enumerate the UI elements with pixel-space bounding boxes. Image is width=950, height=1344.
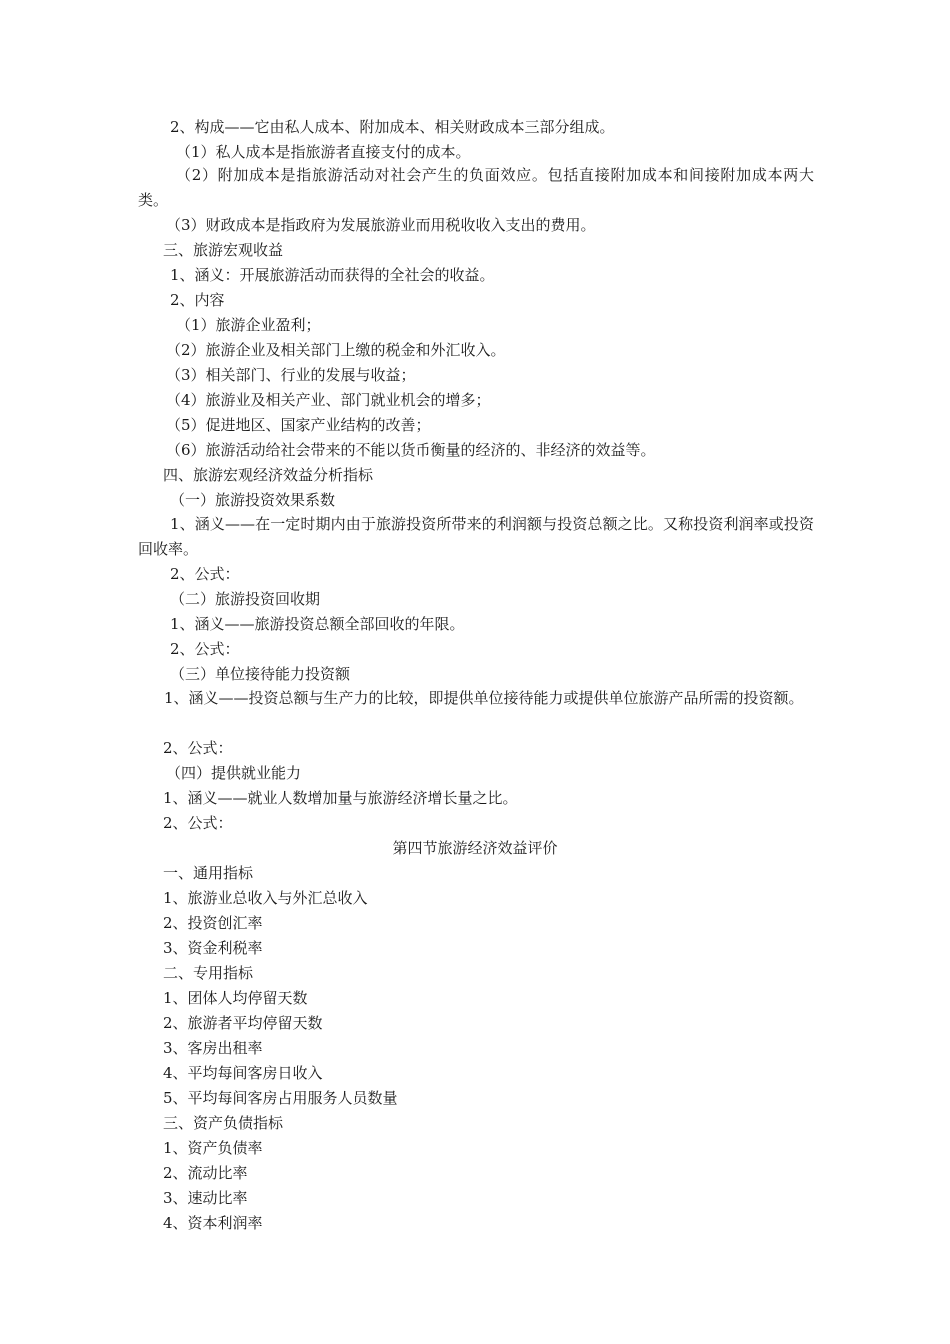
text-line: 2、公式： xyxy=(163,739,233,757)
subsection-heading: （三）单位接待能力投资额 xyxy=(170,665,351,683)
text-line: 1、资产负债率 xyxy=(163,1139,263,1157)
subsection-heading: （一）旅游投资效果系数 xyxy=(170,491,336,509)
section-heading: 三、资产负债指标 xyxy=(163,1114,284,1132)
text-paragraph: 1、涵义——投资总额与生产力的比较，即提供单位接待能力或提供单位旅游产品所需的投资额。 xyxy=(164,689,804,707)
text-line: （1）旅游企业盈利； xyxy=(176,316,321,334)
text-line: 2、内容 xyxy=(170,291,225,309)
text-line: （3）相关部门、行业的发展与收益； xyxy=(166,366,416,384)
text-line: （6）旅游活动给社会带来的不能以货币衡量的经济的、非经济的效益等。 xyxy=(166,441,656,459)
section-heading: 三、旅游宏观收益 xyxy=(163,241,284,259)
section-heading: 一、通用指标 xyxy=(163,864,254,882)
text-line: 2、公式： xyxy=(163,814,233,832)
chapter-title: 第四节旅游经济效益评价 xyxy=(392,839,558,857)
text-line: 2、公式： xyxy=(170,565,240,583)
text-line: 4、资本利润率 xyxy=(163,1214,263,1232)
text-paragraph: （2）附加成本是指旅游活动对社会产生的负面效应。包括直接附加成本和间接附加成本两大类。 xyxy=(138,166,814,209)
subsection-heading: （二）旅游投资回收期 xyxy=(170,590,321,608)
text-line: （5）促进地区、国家产业结构的改善； xyxy=(166,416,431,434)
text-line: （1）私人成本是指旅游者直接支付的成本。 xyxy=(176,143,471,161)
text-line: 2、流动比率 xyxy=(163,1164,248,1182)
subsection-heading: （四）提供就业能力 xyxy=(166,764,302,782)
text-line: 1、团体人均停留天数 xyxy=(163,989,308,1007)
text-line: 3、速动比率 xyxy=(163,1189,248,1207)
text-line: 5、平均每间客房占用服务人员数量 xyxy=(163,1089,398,1107)
text-line: （2）旅游企业及相关部门上缴的税金和外汇收入。 xyxy=(166,341,506,359)
text-line: 3、客房出租率 xyxy=(163,1039,263,1057)
section-heading: 二、专用指标 xyxy=(163,964,254,982)
text-line: 2、构成——它由私人成本、附加成本、相关财政成本三部分组成。 xyxy=(170,118,615,136)
text-line: 1、涵义：开展旅游活动而获得的全社会的收益。 xyxy=(170,266,495,284)
text-line: 2、投资创汇率 xyxy=(163,914,263,932)
text-line: 3、资金利税率 xyxy=(163,939,263,957)
text-line: 2、公式： xyxy=(170,640,240,658)
text-line: 1、涵义——旅游投资总额全部回收的年限。 xyxy=(170,615,465,633)
section-heading: 四、旅游宏观经济效益分析指标 xyxy=(163,466,374,484)
text-line: 4、平均每间客房日收入 xyxy=(163,1064,323,1082)
text-line: （4）旅游业及相关产业、部门就业机会的增多； xyxy=(166,391,491,409)
text-line: 1、涵义——就业人数增加量与旅游经济增长量之比。 xyxy=(163,789,518,807)
text-line: （3）财政成本是指政府为发展旅游业而用税收收入支出的费用。 xyxy=(166,216,596,234)
text-line: 1、旅游业总收入与外汇总收入 xyxy=(163,889,368,907)
text-paragraph: 1、涵义——在一定时期内由于旅游投资所带来的利润额与投资总额之比。又称投资利润率或投资回收率。 xyxy=(138,515,814,558)
text-line: 2、旅游者平均停留天数 xyxy=(163,1014,323,1032)
